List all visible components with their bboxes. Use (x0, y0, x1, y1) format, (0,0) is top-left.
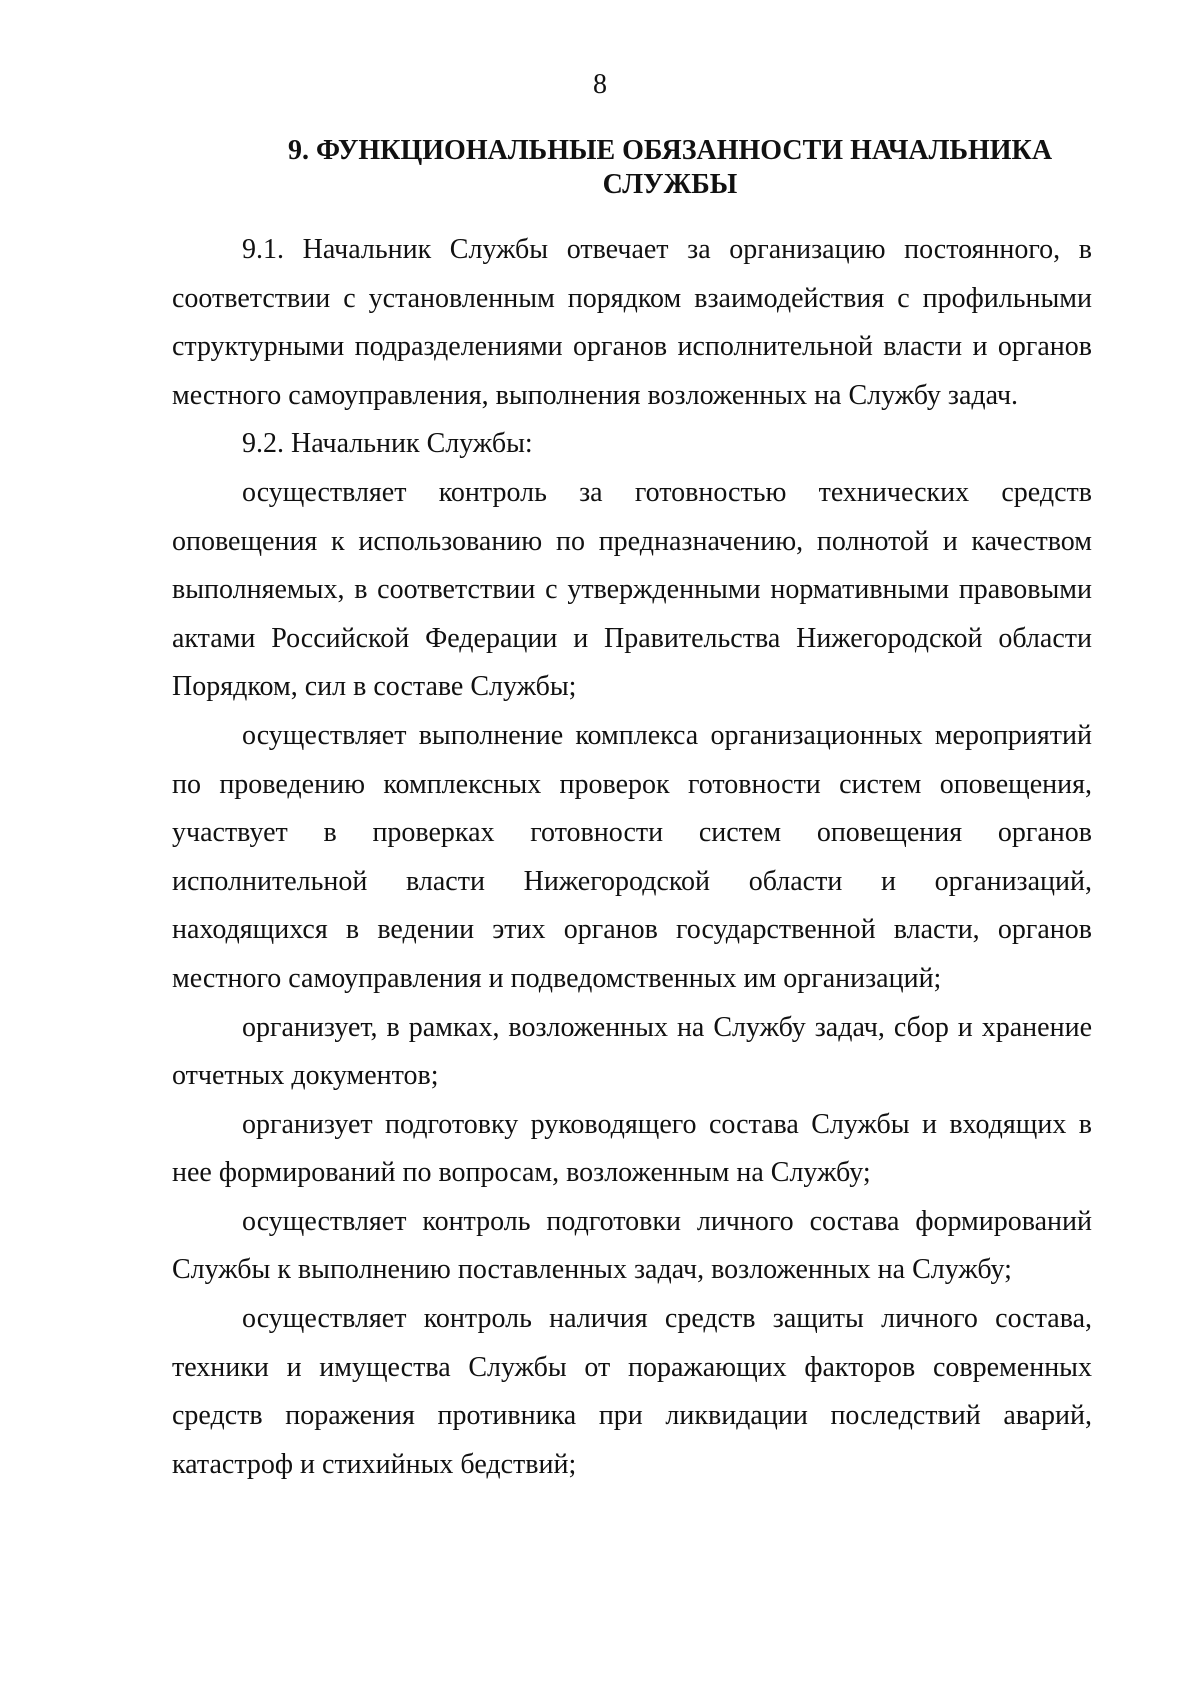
paragraph-duty-3: организует, в рамках, возложенных на Службу задач, сбор и хранение отчетных документов; (172, 1011, 1092, 1092)
paragraph-9-2: 9.2. Начальник Службы: (242, 428, 533, 460)
page-number: 8 (593, 69, 607, 100)
paragraph-duty-6: осуществляет контроль наличия средств защиты личного состава, техники и имущества Службы от поражающих факторов современных средств поражения противника при ликвидации последствий аварий, катастроф и стихийных бедствий; (172, 1303, 1092, 1480)
paragraph-duty-2: осуществляет выполнение комплекса организационных мероприятий по проведению комплексных проверок готовности систем оповещения, участвует в проверках готовности систем оповещения органов исполнительной власти Нижегородской области и организаций, находящихся в ведении этих органов государственной власти, органов местного самоуправления и подведомственных им организаций; (172, 719, 1092, 994)
paragraph-9-1: 9.1. Начальник Службы отвечает за организацию постоянного, в соответствии с установленным порядком взаимодействия с профильными структурными подразделениями органов исполнительной власти и органов местного самоуправления, выполнения возложенных на Службу задач. (172, 234, 1092, 411)
document-body (172, 226, 1092, 1489)
section-heading-line-1: 9. ФУНКЦИОНАЛЬНЫЕ ОБЯЗАННОСТИ НАЧАЛЬНИКА (287, 135, 1053, 166)
section-heading-line-2: СЛУЖБЫ (602, 169, 738, 200)
paragraph-duty-5: осуществляет контроль подготовки личного состава формирований Службы к выполнению поставленных задач, возложенных на Службу; (172, 1205, 1092, 1286)
paragraph-duty-1: осуществляет контроль за готовностью технических средств оповещения к использованию по предназначению, полнотой и качеством выполняемых, в соответствии с утвержденными нормативными правовыми актами Российской Федерации и Правительства Нижегородской области Порядком, сил в составе Службы; (172, 476, 1092, 703)
paragraph-duty-4: организует подготовку руководящего состава Службы и входящих в нее формирований по вопросам, возложенным на Службу; (172, 1108, 1092, 1189)
section-heading (240, 134, 1100, 202)
